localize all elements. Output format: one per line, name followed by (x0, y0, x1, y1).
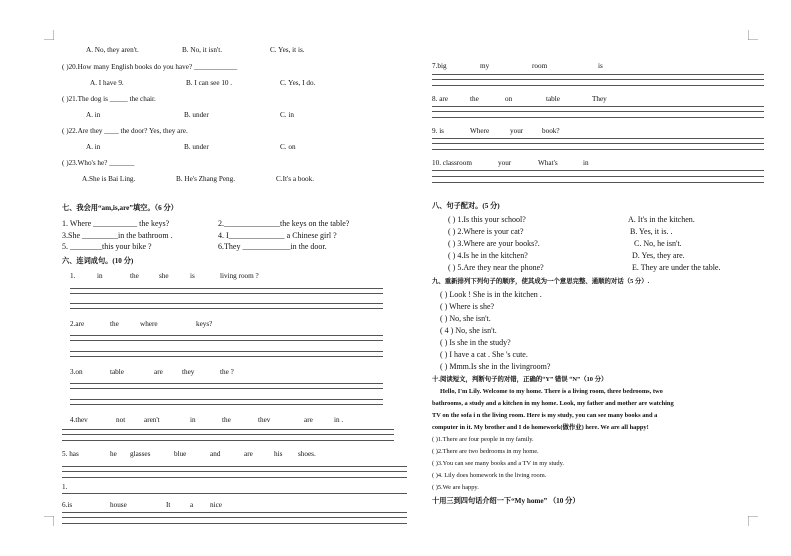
section-7-title: 七、我会用“am,is,are”填空。（6 分） (62, 204, 178, 212)
match-answer: D. Yes, they are. (632, 251, 685, 260)
section-8-title: 八、句子配对。(5 分) (432, 202, 500, 210)
scramble-word: house (110, 501, 127, 509)
passage-line: computer in it. My brother and I do homework(做作业) here. We are all happy! (432, 424, 649, 431)
scramble-word: room (532, 62, 548, 70)
match-question: ( ) 5.Are they near the phone? (448, 263, 544, 272)
scramble-word: are (304, 416, 313, 424)
scramble-num: 5. has (62, 450, 79, 458)
fill-6: 6.They ____________in the door. (218, 242, 327, 251)
scramble-num: 6.is (62, 501, 73, 509)
match-answer: C. No, he isn't. (634, 239, 682, 248)
scramble-word: glasses (130, 450, 151, 458)
scramble-num: 4.thev (70, 416, 88, 424)
fill-5: 5. ________this your bike ? (62, 242, 152, 251)
q21-option-c: C. in (280, 111, 294, 119)
order-line: ( ) Where is she? (440, 302, 495, 311)
q21-option-b: B. under (184, 111, 209, 119)
passage-line: bathrooms, a study and a kitchen in my home. Look, my father and mother are watching (432, 400, 674, 407)
order-line: ( ) Look ! She is in the kitchen . (440, 290, 542, 299)
q22-option-b: B. under (184, 143, 209, 151)
judge-statement: ( )1.There are four people in my family. (432, 436, 534, 443)
crop-mark-top-left (44, 30, 54, 40)
q23-option-a: A.She is Bai Ling. (82, 175, 136, 183)
scramble-word: thev (258, 416, 271, 424)
match-answer: E. They are under the table. (632, 263, 721, 272)
scramble-word: They (592, 95, 607, 103)
scramble-word: he (110, 450, 117, 458)
scramble-num: 9. is (432, 127, 444, 135)
order-line: ( ) Mmm.Is she in the livingroom? (440, 362, 551, 371)
section-11-title: 十用三到四句话介绍一下“My home” （10 分） (432, 497, 580, 505)
fill-2: 2.______________the keys on the table? (218, 219, 350, 228)
q21-option-a: A. in (86, 111, 101, 119)
question-23: ( )23.Who's he? _______ (62, 159, 135, 167)
match-question: ( ) 2.Where is your cat? (448, 227, 524, 236)
scramble-word: is (190, 272, 195, 280)
scramble-word: the (222, 416, 231, 424)
scramble-word: in . (334, 416, 344, 424)
scramble-word: nice (210, 501, 222, 509)
scramble-word: are (154, 368, 163, 376)
match-answer: A. It's in the kitchen. (628, 215, 695, 224)
crop-mark-bottom-right (748, 516, 758, 526)
scramble-word: table (110, 368, 124, 376)
order-line: ( 4 ) No, she isn't. (440, 326, 497, 335)
scramble-word: is (598, 62, 603, 70)
scramble-num: 2.are (70, 320, 85, 328)
section-6-title: 六、连词成句。(10 分) (62, 257, 134, 265)
passage-line: TV on the sofa i n the living room. Here is my study, you can see many books and a (432, 412, 658, 419)
scramble-num: 8. are (432, 95, 448, 103)
q19-option-b: B. No, it isn't. (182, 46, 223, 54)
q22-option-c: C. on (280, 143, 296, 151)
scramble-word: they (182, 368, 195, 376)
q20-option-a: A. I have 9. (90, 79, 124, 87)
order-line: ( ) Is she in the study? (440, 338, 511, 347)
q23-option-b: B. He's Zhang Peng. (176, 175, 235, 183)
q20-option-b: B. I can see 10 . (186, 79, 233, 87)
scramble-word: she (159, 272, 169, 280)
scramble-word: blue (174, 450, 187, 458)
scramble-word: not (116, 416, 126, 424)
scramble-word: Where (470, 127, 490, 135)
section-10-title: 十.阅读短文，判断句子的对错，正确的“Y” 错误 “N”（10 分） (432, 376, 608, 383)
section-9-title: 九、重新排列下列句子的顺序，使其成为一个意思完整、通顺的对话（5 分）. (432, 278, 650, 285)
scramble-word: What's (538, 159, 558, 167)
scramble-word: a (190, 501, 194, 509)
scramble-word: shoes. (298, 450, 316, 458)
q19-option-c: C. Yes, it is. (270, 46, 305, 54)
passage-line: Hello, I'm Lily. Welcome to my home. There is a living room, three bedrooms, two (440, 388, 663, 395)
order-line: ( ) No, she isn't. (440, 314, 491, 323)
fill-4: 4. I______________ a Chinese girl ? (218, 231, 337, 240)
scramble-word: your (498, 159, 512, 167)
scramble-word: his (274, 450, 283, 458)
scramble-word: It (166, 501, 171, 509)
crop-mark-top-right (748, 30, 758, 40)
fill-1: 1. Where ___________ the keys? (62, 219, 170, 228)
item-1: 1. (62, 483, 68, 491)
fill-3: 3.She _________in the bathroom . (62, 231, 173, 240)
match-question: ( ) 4.Is he in the kitchen? (448, 251, 528, 260)
scramble-word: living room ? (220, 272, 259, 280)
match-question: ( ) 1.Is this your school? (448, 215, 526, 224)
scramble-word: and (210, 450, 221, 458)
match-question: ( ) 3.Where are your books?. (448, 239, 540, 248)
scramble-word: aren't (144, 416, 160, 424)
order-line: ( ) I have a cat . She 's cute. (440, 350, 528, 359)
scramble-word: book? (542, 127, 560, 135)
scramble-word: the (130, 272, 139, 280)
scramble-word: your (510, 127, 524, 135)
scramble-num: 3.on (70, 368, 83, 376)
scramble-word: on (505, 95, 513, 103)
scramble-word: my (480, 62, 490, 70)
scramble-word: where (140, 320, 158, 328)
match-answer: B. Yes, it is. . (630, 227, 673, 236)
scramble-word: keys? (196, 320, 213, 328)
judge-statement: ( )3.You can see many books and a TV in my study. (432, 460, 565, 467)
q23-option-c: C.It's a book. (276, 175, 315, 183)
scramble-word: in (583, 159, 589, 167)
scramble-word: the (470, 95, 479, 103)
q20-option-c: C. Yes, I do. (280, 79, 316, 87)
scramble-num: 1. (70, 272, 76, 280)
scramble-word: in (97, 272, 103, 280)
q19-option-a: A. No, they aren't. (86, 46, 139, 54)
judge-statement: ( )5.We are happy. (432, 484, 479, 491)
judge-statement: ( )2.There are two bedrooms in my home. (432, 448, 539, 455)
scramble-word: the (110, 320, 119, 328)
scramble-num: 10. classroom (432, 159, 472, 167)
question-22: ( )22.Are they ____ the door? Yes, they are. (62, 127, 188, 135)
question-21: ( )21.The dog is _____ the chair. (62, 95, 156, 103)
judge-statement: ( )4. Lily does homework in the living room. (432, 472, 547, 479)
question-20: ( )20.How many English books do you have? ____________ (62, 63, 238, 71)
scramble-word: table (546, 95, 560, 103)
scramble-word: are (244, 450, 253, 458)
crop-mark-bottom-left (44, 516, 54, 526)
q22-option-a: A. in (86, 143, 101, 151)
scramble-word: the ? (220, 368, 234, 376)
scramble-num: 7.big (432, 62, 447, 70)
scramble-word: in (190, 416, 196, 424)
